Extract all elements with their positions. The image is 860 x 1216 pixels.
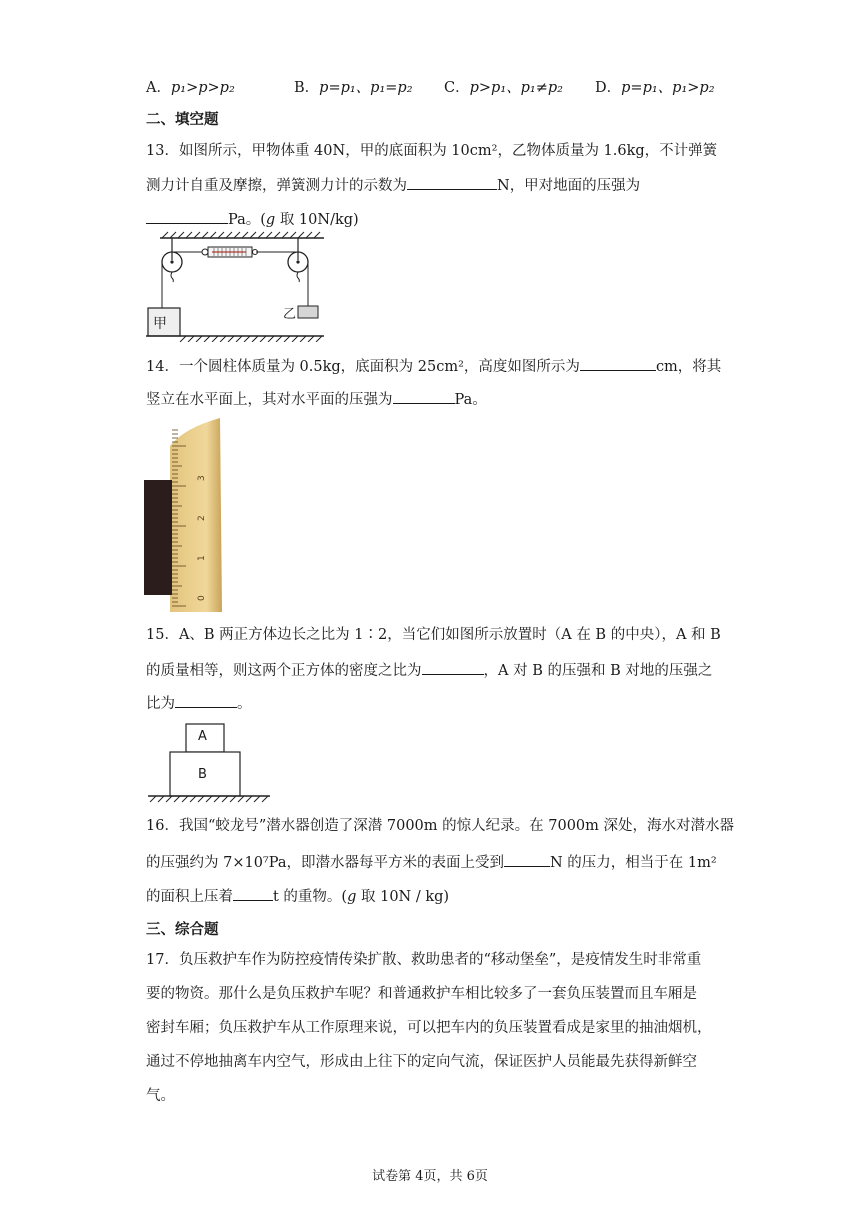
q15-line3-text-a: 比为 (146, 696, 175, 712)
q17-line2: 要的物资。那什么是负压救护车呢？和普通救护车相比较多了一套负压装置而且车厢是 (146, 986, 697, 1002)
q13-line3-text-b: 取 10N/kg) (275, 212, 359, 228)
option-d (595, 76, 715, 97)
q13-line2 (146, 174, 640, 196)
q17-line1: 17．负压救护车作为防控疫情传染扩散、救助患者的“移动堡垒”，是疫情发生时非常重 (146, 952, 702, 968)
ceiling-hatch (162, 232, 320, 238)
q16-blank-1[interactable] (504, 851, 550, 867)
option-b-text: p=p₁、p₁=p₂ (319, 80, 413, 96)
q15-line3 (146, 692, 252, 714)
q16-blank-2[interactable] (233, 885, 273, 901)
option-a-label: A． (146, 80, 171, 96)
q15-line2-text-a: 的质量相等，则这两个正方体的密度之比为 (146, 663, 422, 679)
q14-blank-2[interactable] (393, 388, 455, 404)
option-b (294, 76, 413, 97)
q14-line2 (146, 388, 487, 410)
q16-line1: 16．我国“蛟龙号”潜水器创造了深潜 7000m 的惊人纪录。在 7000m 深处，海水对潜水器 (146, 818, 735, 834)
q15-line2-text-b: ，A 对 B 的压强和 B 对地的压强之 (483, 663, 713, 679)
q13-line3-g: g (265, 212, 276, 228)
option-c (444, 76, 563, 97)
q16-line3-g: g (347, 889, 357, 905)
page-footer: 试卷第 4页，共 6页 (372, 1169, 488, 1184)
option-c-text: p>p₁、p₁≠p₂ (469, 80, 563, 96)
q16-line3-text-a: 的面积上压着 (146, 889, 233, 905)
cylinder-block (144, 480, 172, 595)
q15-line2 (146, 659, 712, 681)
q14-line1-text-a: 14．一个圆柱体质量为 0.5kg，底面积为 25cm²，高度如图所示为 (146, 359, 580, 375)
q14-blank-1[interactable] (580, 355, 656, 371)
option-a (146, 76, 235, 97)
q15-line3-text-b: 。 (237, 696, 252, 712)
q14-ruler-figure (144, 416, 228, 614)
label-cube-a: A (198, 729, 207, 744)
q13-line3 (146, 208, 359, 230)
q17-line4: 通过不停地抽离车内空气，形成由上往下的定向气流，保证医护人员能最先获得新鲜空 (146, 1054, 697, 1070)
ruler-body (170, 418, 222, 612)
q17-line3: 密封车厢；负压救护车从工作原理来说，可以把车内的负压装置看成是家里的抽油烟机， (146, 1020, 712, 1036)
q17-line5: 气。 (146, 1088, 175, 1104)
q15-blocks-figure (146, 720, 272, 806)
q15-blank-2[interactable] (175, 692, 237, 708)
option-b-label: B． (294, 80, 320, 96)
block-yi (298, 306, 318, 318)
q13-line2-text-b: N，甲对地面的压强为 (497, 178, 641, 194)
q16-line3-text-c: 取 10N / kg) (356, 889, 450, 905)
q14-line2-text-b: Pa。 (454, 392, 487, 408)
q16-line3 (146, 885, 449, 907)
ruler-label-1: 1 (197, 555, 207, 561)
option-d-label: D． (595, 80, 622, 96)
q15-line1: 15．A、B 两正方体边长之比为 1∶2，当它们如图所示放置时（A 在 B 的中央），A 和 B (146, 627, 721, 643)
ruler-label-0: 0 (197, 595, 207, 601)
label-cube-b: B (198, 767, 207, 782)
option-d-text: p=p₁、p₁>p₂ (621, 80, 715, 96)
q13-line3-text-a: Pa。( (228, 212, 266, 228)
q14-line1-text-b: cm，将其 (655, 359, 722, 375)
q13-pulley-figure (146, 230, 326, 342)
q15-blank-1[interactable] (422, 659, 484, 675)
option-a-text: p₁>p>p₂ (170, 80, 235, 96)
section-title-comprehensive: 三、综合题 (146, 922, 219, 938)
q14-line2-text-a: 竖立在水平面上，其对水平面的压强为 (146, 392, 393, 408)
ruler-label-3: 3 (197, 475, 207, 481)
q16-line3-text-b: t 的重物。( (273, 889, 348, 905)
q16-line2-text-a: 的压强约为 7×10⁷Pa，即潜水器每平方米的表面上受到 (146, 855, 504, 871)
q14-line1 (146, 355, 721, 377)
q13-blank-2[interactable] (146, 208, 228, 224)
section-title-fill-blank: 二、填空题 (146, 112, 219, 128)
q13-line2-text-a: 测力计自重及摩擦，弹簧测力计的示数为 (146, 178, 407, 194)
label-yi: 乙 (283, 307, 297, 322)
q16-line2-text-b: N 的压力，相当于在 1m² (550, 855, 717, 871)
q13-blank-1[interactable] (407, 174, 497, 190)
q13-line1: 13．如图所示，甲物体重 40N，甲的底面积为 10cm²，乙物体质量为 1.6kg，不计弹簧 (146, 143, 718, 159)
ruler-label-2: 2 (197, 515, 207, 521)
option-c-label: C． (444, 80, 470, 96)
label-jia: 甲 (153, 316, 167, 332)
q16-line2 (146, 851, 717, 873)
